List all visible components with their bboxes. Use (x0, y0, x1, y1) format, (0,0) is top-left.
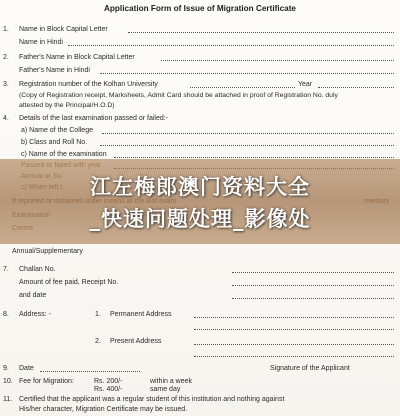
overlay-line-2: _快速问题处理_影像处 (89, 207, 311, 231)
amount-label: Amount of fee paid, Receipt No. (19, 279, 119, 286)
item-number: 2. (3, 54, 9, 61)
annual-supp-label: Annual/Supplementary (12, 248, 83, 255)
date-label: Date (19, 365, 34, 372)
overlay-line-1: 江左梅郎澳门资料大全 (90, 175, 310, 199)
amount-field[interactable] (232, 285, 394, 286)
and-date-field[interactable] (232, 298, 394, 299)
item-number: 8. (3, 311, 9, 318)
father-hindi-field[interactable] (100, 73, 394, 74)
and-date-label: and date (19, 292, 47, 299)
name-hindi-field[interactable] (68, 45, 394, 46)
item-number: 11. (3, 396, 13, 403)
name-block-field[interactable] (128, 32, 394, 33)
registration-label: Registration number of the Kolhan University (19, 81, 158, 88)
registration-field[interactable] (190, 87, 295, 88)
name-hindi-label: Name in Hindi (19, 39, 63, 46)
father-block-field[interactable] (161, 60, 394, 61)
item-number: 3. (3, 81, 9, 88)
overlay-banner (0, 159, 400, 244)
present-number: 2. (95, 338, 101, 345)
challan-field[interactable] (232, 272, 394, 273)
item-number: 7. (3, 266, 9, 273)
item-number: 9. (3, 365, 9, 372)
father-block-label: Father's Name in Block Capital Letter (19, 54, 135, 61)
permanent-address-label: Permanent Address (110, 311, 172, 318)
year-field[interactable] (318, 87, 394, 88)
item-number: 1. (3, 26, 9, 33)
item-number: 10. (3, 378, 13, 385)
exam-name-field[interactable] (114, 157, 394, 158)
permanent-address-field-2[interactable] (194, 329, 394, 330)
certified-line-2: His/her character, Migration Certificate may be issued. (19, 406, 188, 413)
present-address-field-2[interactable] (194, 356, 394, 357)
certified-line-1: Certified that the applicant was a regular student of this institution and nothing against (19, 396, 285, 403)
permanent-address-field-1[interactable] (194, 317, 394, 318)
exam-name-label: c) Name of the examination (21, 151, 107, 158)
present-address-field-1[interactable] (194, 344, 394, 345)
date-field[interactable] (40, 371, 140, 372)
fee-migration-label: Fee for Migration: (19, 378, 74, 385)
permanent-number: 1. (95, 311, 101, 318)
challan-label: Challan No. (19, 266, 56, 273)
year-label: Year (298, 81, 313, 88)
fee-1-amount: Rs. 200/- (94, 378, 123, 385)
class-roll-field[interactable] (100, 145, 394, 146)
address-label: Address: - (19, 311, 51, 318)
present-address-label: Present Address (110, 338, 162, 345)
copy-note-line-1: (Copy of Registration receipt, Marksheets, Admit Card should be attached in proof of Registration No. duly (19, 92, 338, 99)
item-number: 4. (3, 115, 9, 122)
name-block-label: Name in Block Capital Letter (19, 26, 108, 33)
last-exam-label: Details of the last examination passed or failed:- (19, 115, 169, 122)
college-label: a) Name of the College (21, 127, 93, 134)
copy-note-line-2: attested by the Principal/H.O.D) (19, 102, 115, 109)
fee-2-amount: Rs. 400/- (94, 386, 123, 393)
father-hindi-label: Father's Name in Hindi (19, 67, 90, 74)
fee-1-when: within a week (150, 378, 193, 385)
college-field[interactable] (102, 133, 394, 134)
form-title: Application Form of Issue of Migration Certificate (104, 4, 296, 13)
signature-label: Signature of the Applicant (270, 365, 350, 372)
fee-2-when: same day (150, 386, 181, 393)
class-roll-label: b) Class and Roll No. (21, 139, 88, 146)
